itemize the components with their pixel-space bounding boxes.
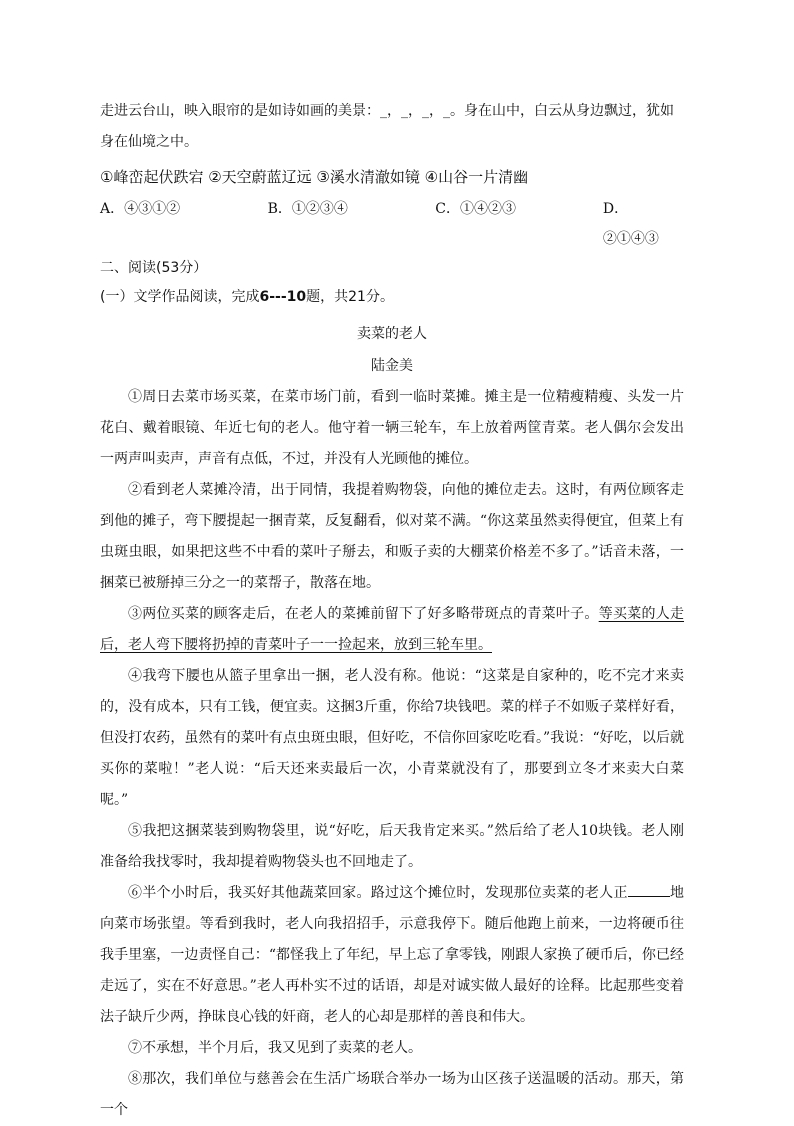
choice-c[interactable]: C．①④②③ [435,201,516,217]
paragraph-6 [100,878,684,1033]
paragraph-3 [100,599,684,661]
subsection-prefix: (一）文学作品阅读，完成 [100,289,260,305]
paragraph-6-rest: 地向菜市场张望。等看到我时，老人向我招招手，示意我停下。随后他跑上前来，一边将硬币往我手里塞，一边责怪自己：“都怪我上了年纪，早上忘了拿零钱，刚跟人家换了硬币后，你已经走远了，实在不好意思。”老人再朴实不过的话语，却是对诚实做人最好的诠释。比起那些变着法子缺斤少两，挣昧良心钱的奸商，老人的心却是那样的善良和伟大。 [100,885,685,1025]
paragraph-4: ④我弯下腰也从篮子里拿出一捆，老人没有称。他说：“这菜是自家种的，吃不完才来卖的，没有成本，只有工钱，便宜卖。这捆3斤重，你给7块钱吧。菜的样子不如贩子菜样好看，但没打农药，虽然有的菜叶有点虫斑虫眼，但好吃，不信你回家吃吃看。”我说：“好吃，以后就买你的菜啦！”老人说：“后天还来卖最后一次，小青菜就没有了，那要到立冬才来卖大白菜呢。” [100,668,684,808]
story-title: 卖菜的老人 [357,326,427,342]
paragraph-1: ①周日去菜市场买菜，在菜市场门前，看到一临时菜摊。摊主是一位精瘦精瘦、头发一片花白、戴着眼镜、年近七旬的老人。他守着一辆三轮车，车上放着两筐青菜。老人偶尔会发出一两声叫卖声，声音有点低，不过，并没有人光顾他的摊位。 [100,389,684,467]
fill-in-blank[interactable] [628,882,670,897]
choice-a[interactable]: A．④③①② [100,201,181,217]
choice-b[interactable]: B．①②③④ [267,201,348,217]
question-range: 6---10 [259,289,307,305]
subsection-points: 21 [348,289,366,305]
sentence-options: ①峰峦起伏跌宕 ②天空蔚蓝辽远 ③溪水清澈如镜 ④山谷一片清幽 [100,168,529,186]
section-heading: 二、阅读(53分） [100,260,208,276]
subsection-heading [100,283,684,312]
paragraph-5: ⑤我把这捆菜装到购物袋里，说“好吃，后天我肯定来买。”然后给了老人10块钱。老人刚准备给我找零时，我却提着购物袋头也不回地走了。 [100,823,684,870]
question-stem-line1: 走进云台山，映入眼帘的是如诗如画的美景：_，_，_，_。身在山中，白云从身边飘过，犹如 [100,103,674,119]
answer-choices [100,194,684,254]
question-stem-line2: 身在仙境之中。 [100,134,198,150]
paragraph-6-start: ⑥半个小时后，我买好其他蔬菜回家。路过这个摊位时，发现那位卖菜的老人正 [128,885,628,901]
paragraph-8: ⑧那次，我们单位与慈善会在生活广场联合举办一场为山区孩子送温暖的活动。那天，第一个 [100,1071,684,1118]
underlined-sentence: 等买菜的人走后，老人弯下腰将扔掉的青菜叶子一一捡起来，放到三轮车里。 [100,606,685,653]
paragraph-7: ⑦不承想，半个月后，我又见到了卖菜的老人。 [128,1040,422,1056]
paragraph-2: ②看到老人菜摊冷清，出于同情，我提着购物袋，向他的摊位走去。这时，有两位顾客走到他的摊子，弯下腰提起一捆青菜，反复翻看，似对菜不满。“你这菜虽然卖得便宜，但菜上有虫斑虫眼，如果把这些不中看的菜叶子掰去，和贩子卖的大棚菜价格差不多了。”话音未落，一捆菜已被掰掉三分之一的菜帮子，散落在地。 [100,482,684,591]
choice-d[interactable]: D．②①④③ [602,201,659,247]
story-author: 陆金美 [371,358,413,374]
subsection-middle: 题，共 [306,289,349,305]
question-stem [100,96,684,158]
paragraph-3-text: ③两位买菜的顾客走后，在老人的菜摊前留下了好多略带斑点的青菜叶子。 [128,606,599,622]
subsection-suffix: 分。 [365,289,394,305]
